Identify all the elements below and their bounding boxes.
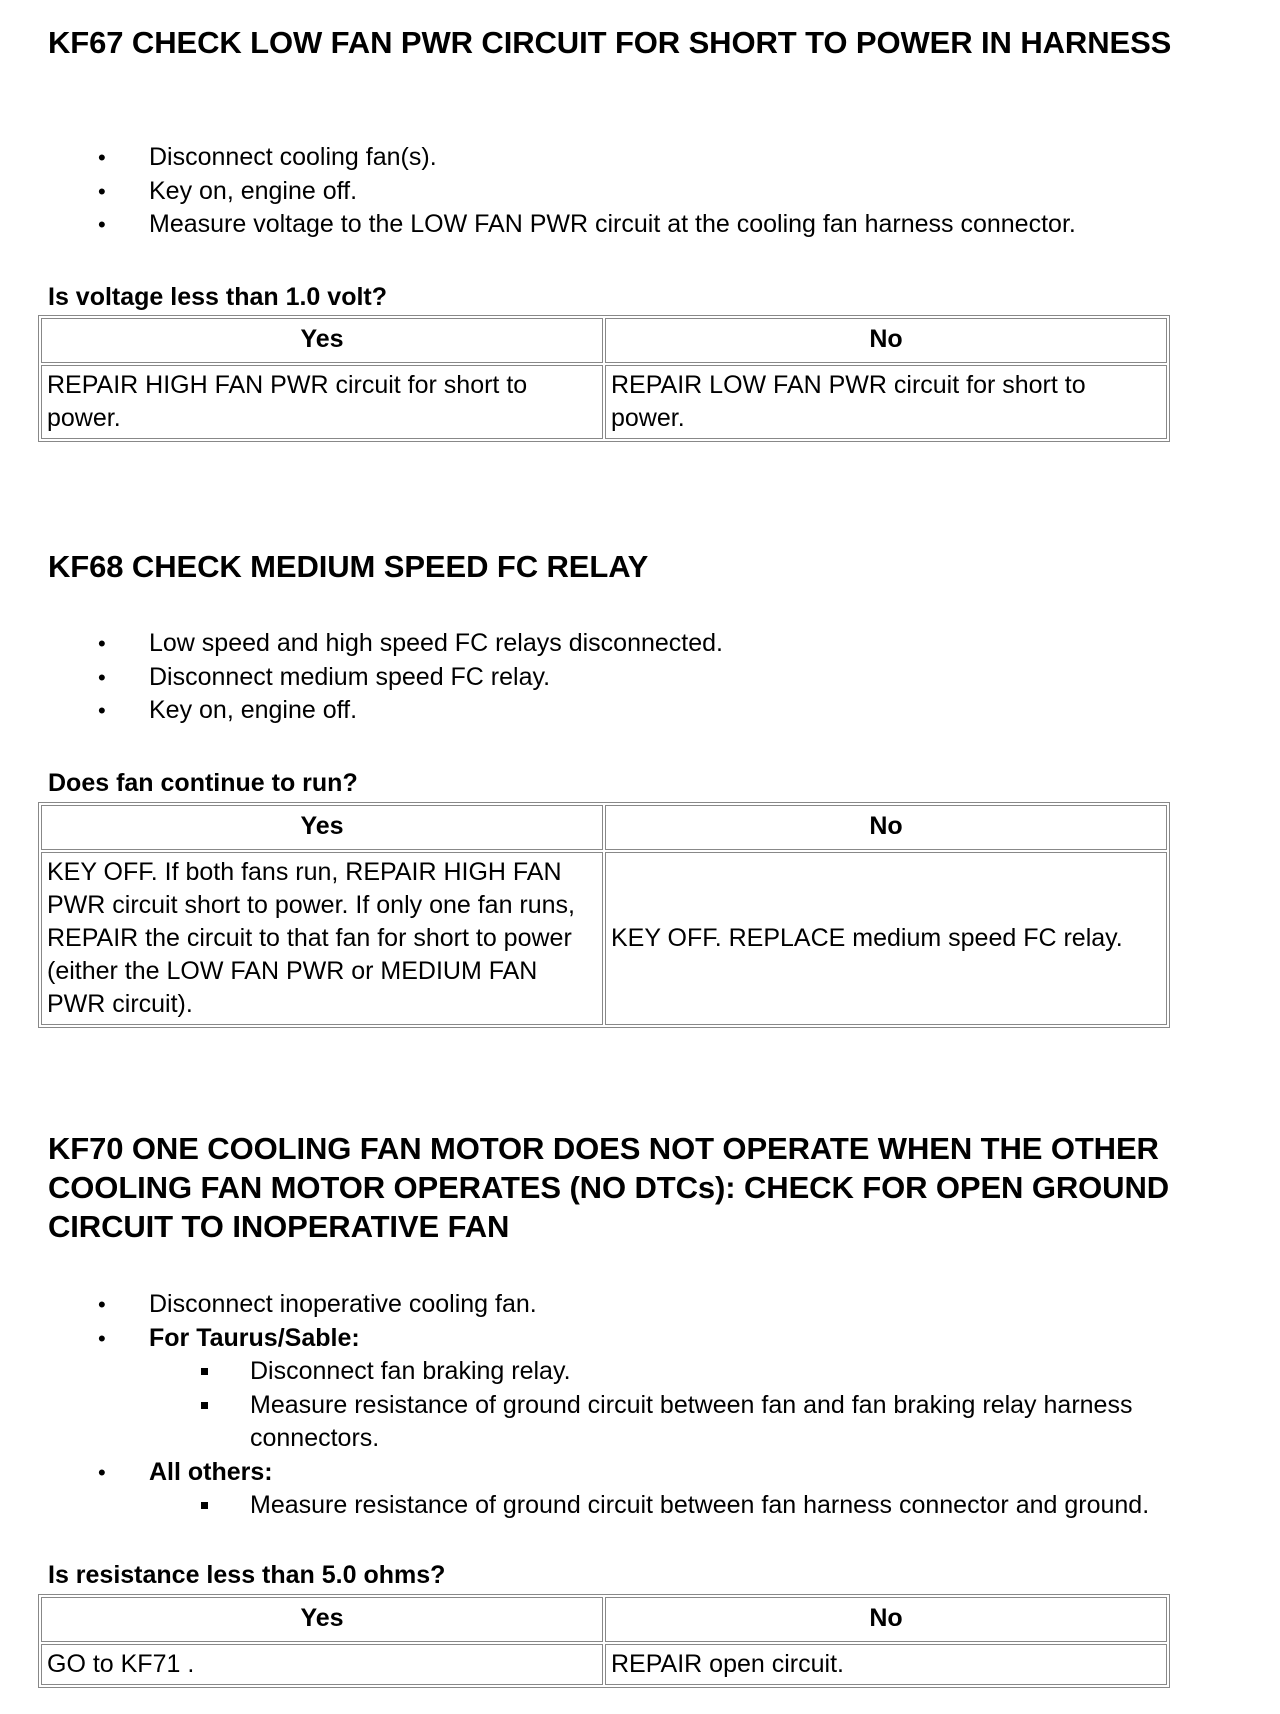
table-row bbox=[41, 1644, 1167, 1685]
step-text: Low speed and high speed FC relays disconnected. bbox=[149, 629, 723, 657]
sub-step-item bbox=[149, 1489, 1248, 1523]
sub-step-item bbox=[149, 1389, 1248, 1456]
square-bullet-icon bbox=[201, 1502, 208, 1509]
step-text: Key on, engine off. bbox=[149, 696, 358, 724]
no-header: No bbox=[605, 1597, 1167, 1642]
no-cell: KEY OFF. REPLACE medium speed FC relay. bbox=[605, 852, 1167, 1025]
steps-kf68 bbox=[48, 627, 1248, 728]
sub-step-text: Measure resistance of ground circuit between fan and fan braking relay harness connectors. bbox=[250, 1390, 1133, 1452]
step-item bbox=[48, 694, 1248, 728]
answer-table-kf68 bbox=[38, 802, 1170, 1028]
question: Is resistance less than 5.0 ohms? bbox=[48, 1561, 446, 1589]
section-title: KF68 CHECK MEDIUM SPEED FC RELAY bbox=[48, 549, 649, 584]
table-row bbox=[41, 365, 1167, 439]
step-list bbox=[48, 1288, 1248, 1523]
steps-kf70 bbox=[48, 1288, 1248, 1523]
step-list bbox=[48, 141, 1248, 242]
square-bullet-icon bbox=[201, 1402, 208, 1409]
question-kf68-wrap bbox=[48, 768, 1248, 798]
table-header-row bbox=[41, 1597, 1167, 1642]
section-kf70 bbox=[48, 1129, 1248, 1246]
bullet-icon: • bbox=[98, 1292, 106, 1317]
bullet-icon: • bbox=[98, 1459, 106, 1485]
step-item bbox=[48, 627, 1248, 661]
yes-cell: GO to KF71 . bbox=[41, 1644, 603, 1685]
question-kf67-wrap bbox=[48, 282, 1248, 312]
yes-header: Yes bbox=[41, 318, 603, 363]
question: Is voltage less than 1.0 volt? bbox=[48, 283, 388, 311]
bullet-icon: • bbox=[98, 631, 106, 656]
step-text: Disconnect inoperative cooling fan. bbox=[149, 1290, 537, 1318]
section-kf68 bbox=[48, 547, 1248, 586]
step-text: All others: bbox=[149, 1457, 273, 1486]
section-kf67 bbox=[48, 23, 1248, 62]
question-kf70-wrap bbox=[48, 1560, 1248, 1590]
bullet-icon: • bbox=[98, 698, 106, 723]
step-text: Disconnect medium speed FC relay. bbox=[149, 662, 551, 691]
bullet-icon: • bbox=[98, 212, 106, 237]
step-item bbox=[48, 175, 1248, 209]
answer-table-kf70 bbox=[38, 1594, 1170, 1688]
step-item bbox=[48, 141, 1248, 175]
sub-step-list bbox=[149, 1489, 1248, 1523]
step-item bbox=[48, 1456, 1248, 1523]
question: Does fan continue to run? bbox=[48, 769, 358, 797]
step-text: Key on, engine off. bbox=[149, 176, 358, 205]
step-item bbox=[48, 208, 1248, 242]
table-header-row bbox=[41, 805, 1167, 850]
step-item bbox=[48, 1288, 1248, 1322]
no-cell: REPAIR open circuit. bbox=[605, 1644, 1167, 1685]
step-text: For Taurus/Sable: bbox=[149, 1323, 360, 1352]
sub-step-text: Measure resistance of ground circuit between fan harness connector and ground. bbox=[250, 1491, 1150, 1519]
no-header: No bbox=[605, 805, 1167, 850]
no-header: No bbox=[605, 318, 1167, 363]
bullet-icon: • bbox=[98, 1325, 106, 1351]
sub-step-list bbox=[149, 1355, 1248, 1456]
table-header-row bbox=[41, 318, 1167, 363]
bullet-icon: • bbox=[98, 178, 106, 204]
answer-table-kf67 bbox=[38, 315, 1170, 442]
bullet-icon: • bbox=[98, 145, 106, 170]
steps-kf67 bbox=[48, 141, 1248, 242]
table-row bbox=[41, 852, 1167, 1025]
section-title: KF67 CHECK LOW FAN PWR CIRCUIT FOR SHORT TO POWER IN HARNESS bbox=[48, 25, 1172, 60]
step-text: Measure voltage to the LOW FAN PWR circuit at the cooling fan harness connector. bbox=[149, 210, 1076, 238]
yes-cell: REPAIR HIGH FAN PWR circuit for short to power. bbox=[41, 365, 603, 439]
yes-cell: KEY OFF. If both fans run, REPAIR HIGH FAN PWR circuit short to power. If only one fan runs, REPAIR the circuit to that fan for short to power (either the LOW FAN PWR or MEDIUM FAN PWR circuit). bbox=[41, 852, 603, 1025]
step-text: Disconnect cooling fan(s). bbox=[149, 143, 437, 171]
step-item bbox=[48, 661, 1248, 695]
section-title: KF70 ONE COOLING FAN MOTOR DOES NOT OPERATE WHEN THE OTHER COOLING FAN MOTOR OPERATES (NO DTCs): CHECK FOR OPEN GROUND CIRCUIT TO INOPERATIVE FAN bbox=[48, 1131, 1170, 1244]
sub-step-item bbox=[149, 1355, 1248, 1389]
step-item bbox=[48, 1322, 1248, 1456]
yes-header: Yes bbox=[41, 1597, 603, 1642]
yes-header: Yes bbox=[41, 805, 603, 850]
sub-step-text: Disconnect fan braking relay. bbox=[250, 1357, 571, 1385]
no-cell: REPAIR LOW FAN PWR circuit for short to power. bbox=[605, 365, 1167, 439]
step-list bbox=[48, 627, 1248, 728]
bullet-icon: • bbox=[98, 664, 106, 690]
square-bullet-icon bbox=[201, 1368, 208, 1375]
